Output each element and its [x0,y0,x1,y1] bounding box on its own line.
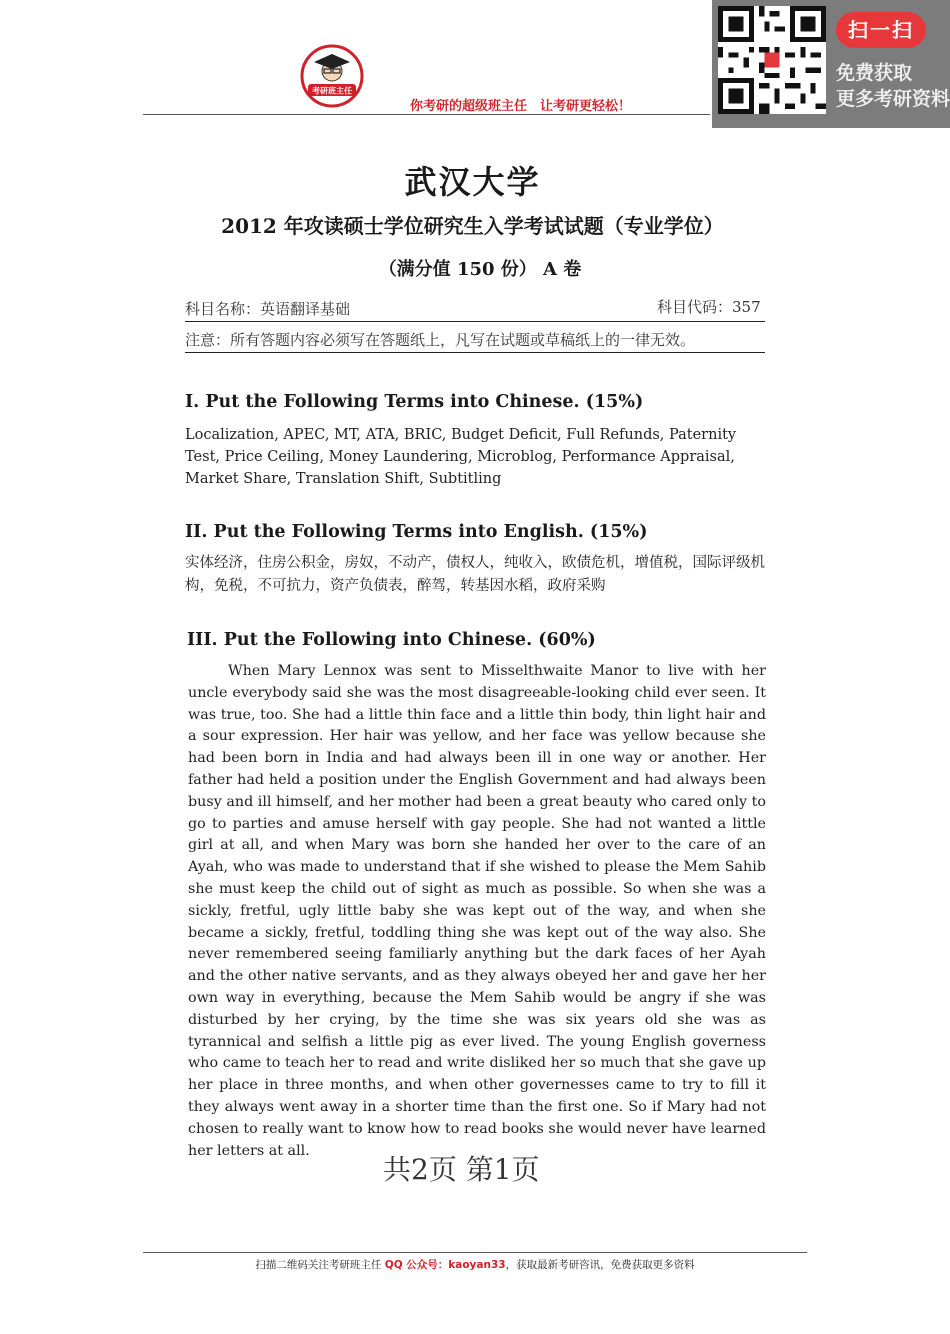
university-name: 武汉大学 [404,163,541,201]
footer-qq-account: QQ 公众号：kaoyan33 [384,1259,506,1271]
section-3-passage: When Mary Lennox was sent to Misselthwaite Manor to live with her uncle everybody said she was the most disagreeable-looking child ever seen. It was true, too. She had a little thin face and a little thin body, thin light hair and a sour expression. Her hair was yellow, and her face was yellow because she had been born in India and had always been ill in one way or another. Her father had held a position under the English Government and had always been busy and ill himself, and her mother had been a great beauty who cared only to go to parties and amuse herself with gay people. She had not wanted a little girl at all, and when Mary was born she handed her over to the care of an Ayah, who was made to understand that if she wished to please the Mem Sahib she must keep the child out of sight as much as possible. So when she was a sickly, fretful, ugly little baby she was kept out of the way, and when she became a sickly, fretful, toddling thing she was kept out of the way also. She never remembered seeing familiarly anything but the dark faces of her Ayah and the other native servants, and as they always obeyed her and gave her her own way in everything, because the Mem Sahib would be angry if she was disturbed by her crying, by the time she was six years old she was as tyrannical and selfish a little pig as ever lived. The young English governess who came to teach her to read and write disliked her so much that she gave up her place in three months, and when other governesses came to try to fill it they always went away in a shorter time than the first one. So if Mary had not chosen to really want to know how to read books she would never have learned her letters at all. [188,663,766,1159]
slogan: 你考研的超级班主任 让考研更轻松！ [410,99,632,114]
qr-caption-line1: 免费获取 [836,62,913,84]
qr-code-icon[interactable] [718,6,826,114]
qr-caption-line2: 更多考研资料 [836,88,950,110]
section-1-terms: Localization, APEC, MT, ATA, BRIC, Budget Deficit, Full Refunds, Paternity Test, Price Ceiling, Money Laundering, Microblog, Performance Appraisal, Market Share, Translation Shift, Subtitling [185,427,737,487]
logo-lettering: 考研班主任 [312,86,352,96]
footer-suffix: ，获取最新考研咨讯，免费获取更多资料 [505,1259,695,1271]
section-2-terms: 实体经济，住房公积金，房奴，不动产，债权人，纯收入，欧债危机，增值税，国际评级机构，免税，不可抗力，资产负债表，醉驾，转基因水稻，政府采购 [185,555,765,594]
scan-badge: 扫一扫 [836,12,926,48]
section-3-title: III. Put the Following into Chinese. (60%) [187,630,596,650]
handwritten-page-note: 共2页 第1页 [383,1153,540,1186]
score-line: （满分值 150 份） A 卷 [378,259,582,280]
footer [0,1257,950,1272]
subject-name: 科目名称：英语翻译基础 [185,300,351,318]
exam-title: 2012 年攻读硕士学位研究生入学考试试题（专业学位） [221,214,724,238]
notice-divider [185,352,765,353]
subject-code: 科目代码：357 [657,298,761,316]
exam-notice: 注意：所有答题内容必须写在答题纸上，凡写在试题或草稿纸上的一律无效。 [185,331,696,349]
footer-prefix: 扫描二维码关注考研班主任 [255,1259,385,1271]
subject-divider [185,321,765,322]
section-2-title: II. Put the Following Terms into English. (15%) [185,522,648,542]
brand-logo [300,44,364,108]
header-divider [143,114,710,115]
footer-divider [143,1252,807,1253]
section-1-title: I. Put the Following Terms into Chinese. (15%) [185,392,644,412]
